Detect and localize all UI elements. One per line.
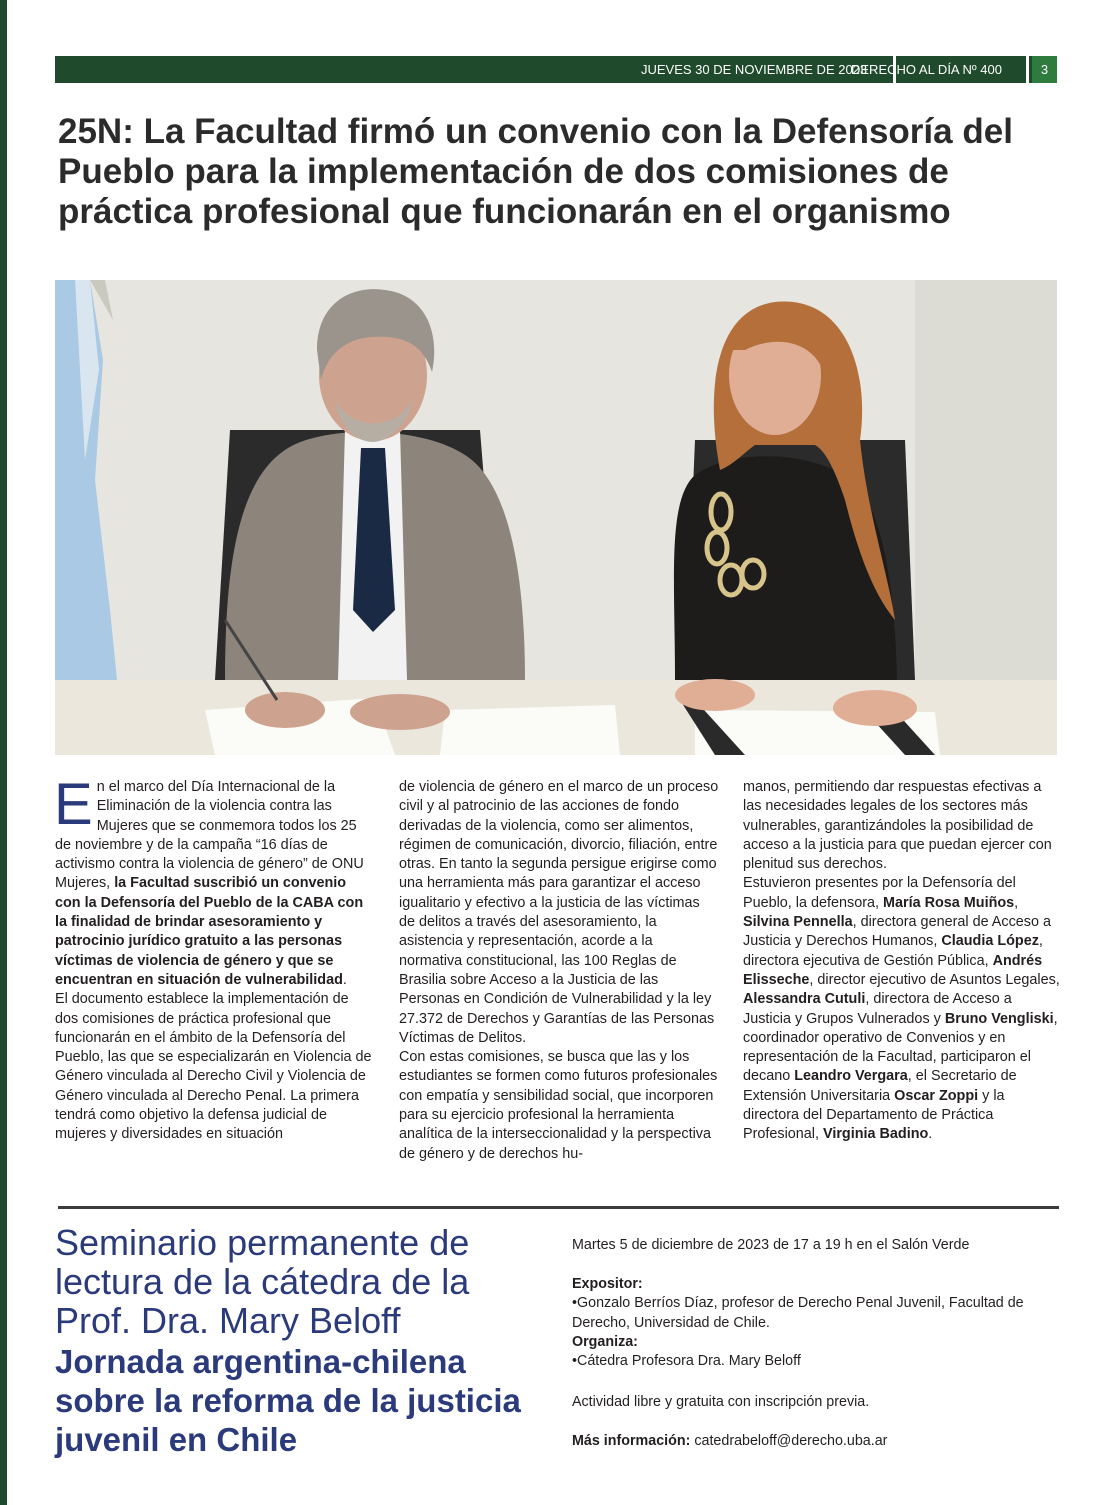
- attendee-text: Estuvieron presentes por la Defensoría del Pueblo, la defensora,: [743, 875, 1016, 911]
- seminar-note: Actividad libre y gratuita con inscripción previa.: [572, 1394, 870, 1410]
- attendee-name: María Rosa Muiños: [883, 894, 1015, 911]
- article-column-3: [743, 778, 1061, 1145]
- article-intro-bold: la Facultad suscribió un convenio con la Defensoría del Pueblo de la CABA con la finalidad de brindar asesoramiento y patrocinio jurídico gratuito a las personas víctimas de violencia de género y que se encuentran en situación de vulnerabilidad: [55, 875, 364, 988]
- article-column-1: [54, 772, 375, 1145]
- organiza-label: Organiza:: [572, 1333, 638, 1350]
- page-number: 3: [1032, 56, 1057, 83]
- attendee-name: Alessandra Cutuli: [743, 991, 866, 1008]
- header-bar: [55, 56, 1057, 83]
- attendee-name: Leandro Vergara: [794, 1068, 908, 1085]
- organiza-text: •Cátedra Profesora Dra. Mary Beloff: [572, 1353, 801, 1370]
- header-divider: [1026, 56, 1029, 83]
- attendee-name: Virginia Badino: [823, 1126, 929, 1143]
- attendee-text: y la directora del Departamento de Práctica Profesional,: [743, 1087, 1005, 1143]
- section-divider: [58, 1206, 1059, 1209]
- attendee-text: , directora general de Acceso a Justicia y Derechos Humanos,: [743, 914, 1051, 950]
- article-attendees-paragraph: [743, 874, 1061, 1144]
- article-paragraph-2: El documento establece la implementación de dos comisiones de práctica profesional que funcionarán en el ámbito de la Defensoría del Pueblo, las que se especializarán en Violencia de Género vinculada al Derecho Civil y Violencia de Género vinculada al Derecho Penal. La primera tendrá como objetivo la defensa judicial de mujeres y diversidades en situación: [55, 991, 372, 1143]
- article-paragraph-3-cont: manos, permitiendo dar respuestas efectivas a las necesidades legales de los sectores más vulnerables, garantizándoles la posibilidad de acceso a la justicia para que puedan ejercer con plenitud sus derechos.: [743, 779, 1052, 873]
- attendee-name: Claudia López: [941, 933, 1039, 950]
- more-info-label: Más información:: [572, 1433, 691, 1449]
- article-column-2: [399, 778, 719, 1164]
- article-paragraph-2-cont: de violencia de género en el marco de un proceso civil y al patrocinio de las acciones de fondo derivadas de la violencia, como ser alimentos, régimen de comunicación, divorcio, filiación, entre otras. En tanto la segunda persigue erigirse como una herramienta más para garantizar el acceso igualitario y efectivo a la justicia de las víctimas de delitos a través del asesoramiento, la asistencia y representación, acorde a la normativa constitucional, las 100 Reglas de Brasilia sobre Acceso a la Justicia de las Personas en Condición de Vulnerabilidad y la ley 27.372 de Derechos y Garantías de las Personas Víctimas de Delitos.: [399, 779, 719, 1046]
- attendee-text: .: [928, 1126, 933, 1143]
- attendee-text: , director ejecutivo de Asuntos Legales,: [809, 971, 1060, 988]
- signing-photo-illustration: [55, 280, 1057, 755]
- seminar-title: Seminario permanente de lectura de la cátedra de la Prof. Dra. Mary Beloff: [55, 1222, 470, 1341]
- seminar-subtitle: Jornada argentina-chilena sobre la reforma de la justicia juvenil en Chile: [55, 1343, 521, 1458]
- attendee-name: Bruno Vengliski: [944, 1010, 1054, 1027]
- article-headline: 25N: La Facultad firmó un convenio con la Defensoría del Pueblo para la implementación de dos comisiones de práctica profesional que funcionarán en el organismo: [58, 112, 1013, 231]
- attendee-text: , coordinador operativo de Convenios y en representación de la Facultad, participaron el decano: [743, 1010, 1058, 1085]
- seminar-expositor-block: [572, 1275, 1042, 1371]
- seminar-schedule: Martes 5 de diciembre de 2023 de 17 a 19 h en el Salón Verde: [572, 1237, 970, 1253]
- article-intro-end: .: [342, 971, 347, 988]
- article-intro-text: n el marco del Día Internacional de la Eliminación de la violencia contra las Mujeres que se conmemora todos los 25 de noviembre y de la campaña “16 días de activismo contra la violencia de género” de ONU Mujeres,: [55, 779, 364, 892]
- expositor-label: Expositor:: [572, 1276, 643, 1292]
- attendee-text: , directora de Acceso a Justicia y Grupos Vulnerados y: [743, 991, 1012, 1027]
- header-date: JUEVES 30 DE NOVIEMBRE DE 2023: [641, 62, 868, 77]
- left-edge-stripe: [0, 0, 7, 1505]
- more-info-email[interactable]: catedrabeloff@derecho.uba.ar: [690, 1433, 888, 1449]
- drop-cap: E: [54, 772, 93, 837]
- seminar-more-info: [572, 1432, 1042, 1451]
- attendee-name: Oscar Zoppi: [894, 1087, 979, 1104]
- attendee-text: ,: [1014, 894, 1019, 911]
- article-paragraph-3: Con estas comisiones, se busca que las y los estudiantes se formen como futuros profesionales con empatía y sensibilidad social, que incorporen para su ejercicio profesional la herramienta analítica de la interseccionalidad y la perspectiva de género y de derechos hu-: [399, 1049, 718, 1162]
- attendee-name: Silvina Pennella: [743, 914, 853, 931]
- header-issue: DERECHO AL DÍA Nº 400: [851, 62, 1002, 77]
- expositor-text: •Gonzalo Berríos Díaz, profesor de Derecho Penal Juvenil, Facultad de Derecho, Universidad de Chile.: [572, 1295, 1024, 1331]
- signing-photo: [55, 280, 1057, 755]
- attendee-text: , el Secretario de Extensión Universitaria: [743, 1068, 1017, 1104]
- attendee-text: , directora ejecutiva de Gestión Pública,: [743, 933, 1043, 969]
- attendee-name: Andrés Elisseche: [743, 952, 1043, 988]
